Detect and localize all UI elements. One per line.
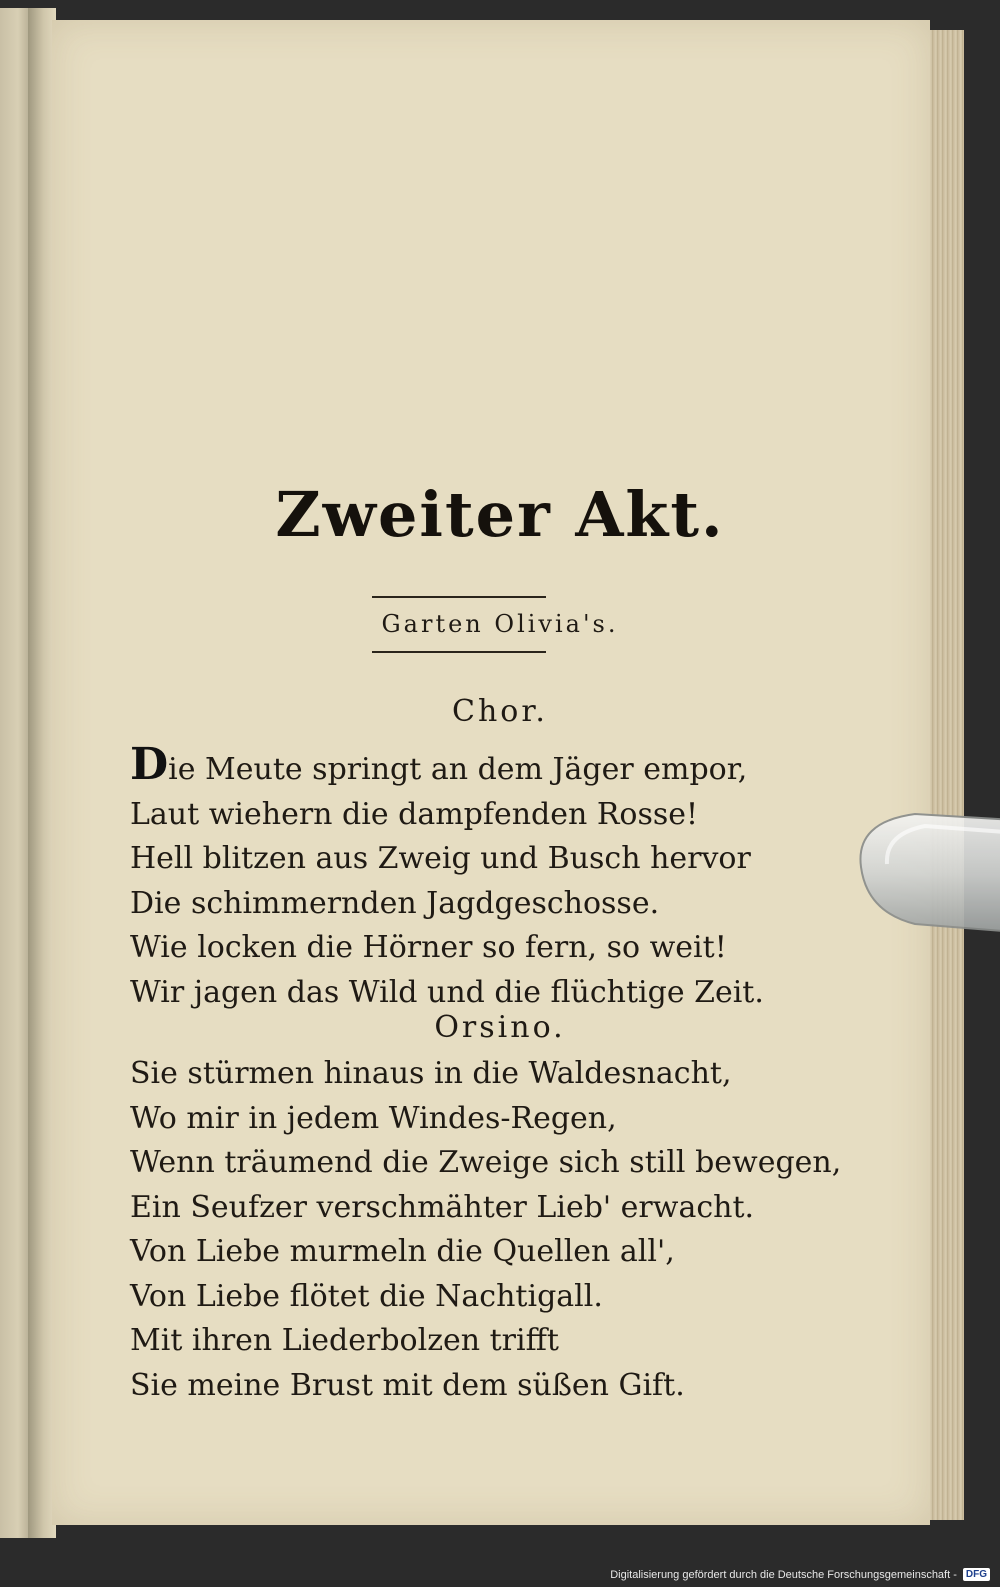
drop-cap: D	[130, 739, 169, 790]
verse-line: Hell blitzen aus Zweig und Busch hervor	[130, 841, 751, 876]
act-title: Zweiter Akt.	[275, 478, 725, 551]
verse-line: Von Liebe murmeln die Quellen all',	[130, 1234, 675, 1269]
scene-rule-bottom	[372, 651, 546, 653]
chorus-verse	[130, 739, 870, 1015]
verse-line-text: ie Meute springt an dem Jäger empor,	[168, 752, 748, 787]
scene-heading: Garten Olivia's.	[381, 610, 619, 638]
verse-line	[130, 739, 870, 793]
page-clip-icon	[855, 812, 1000, 932]
verse-line: Von Liebe flötet die Nachtigall.	[130, 1278, 603, 1314]
verse-line: Mit ihren Liederbolzen trifft	[130, 1323, 559, 1358]
verse-line: Wo mir in jedem Windes-Regen,	[130, 1100, 617, 1136]
verse-line: Ein Seufzer verschmähter Lieb' erwacht.	[130, 1189, 755, 1225]
verse-line: Sie meine Brust mit dem süßen Gift.	[130, 1367, 685, 1403]
verse-line: Die schimmernden Jagdgeschosse.	[130, 885, 660, 921]
orsino-verse	[130, 1052, 870, 1408]
speaker-chor: Chor.	[452, 694, 548, 729]
dfg-logo: DFG	[963, 1568, 990, 1581]
speaker-orsino: Orsino.	[434, 1010, 566, 1045]
scene-rule-top	[372, 596, 546, 598]
verse-line: Laut wiehern die dampfenden Rosse!	[130, 796, 699, 832]
verse-line: Sie stürmen hinaus in die Waldesnacht,	[130, 1056, 732, 1091]
credit-text: Digitalisierung gefördert durch die Deutsche Forschungsgemeinschaft -	[610, 1568, 957, 1581]
verse-line: Wir jagen das Wild und die flüchtige Zeit.	[130, 974, 764, 1010]
digitization-credit	[610, 1568, 990, 1581]
verse-line: Wie locken die Hörner so fern, so weit!	[130, 930, 727, 965]
verse-line: Wenn träumend die Zweige sich still bewegen,	[130, 1145, 842, 1180]
